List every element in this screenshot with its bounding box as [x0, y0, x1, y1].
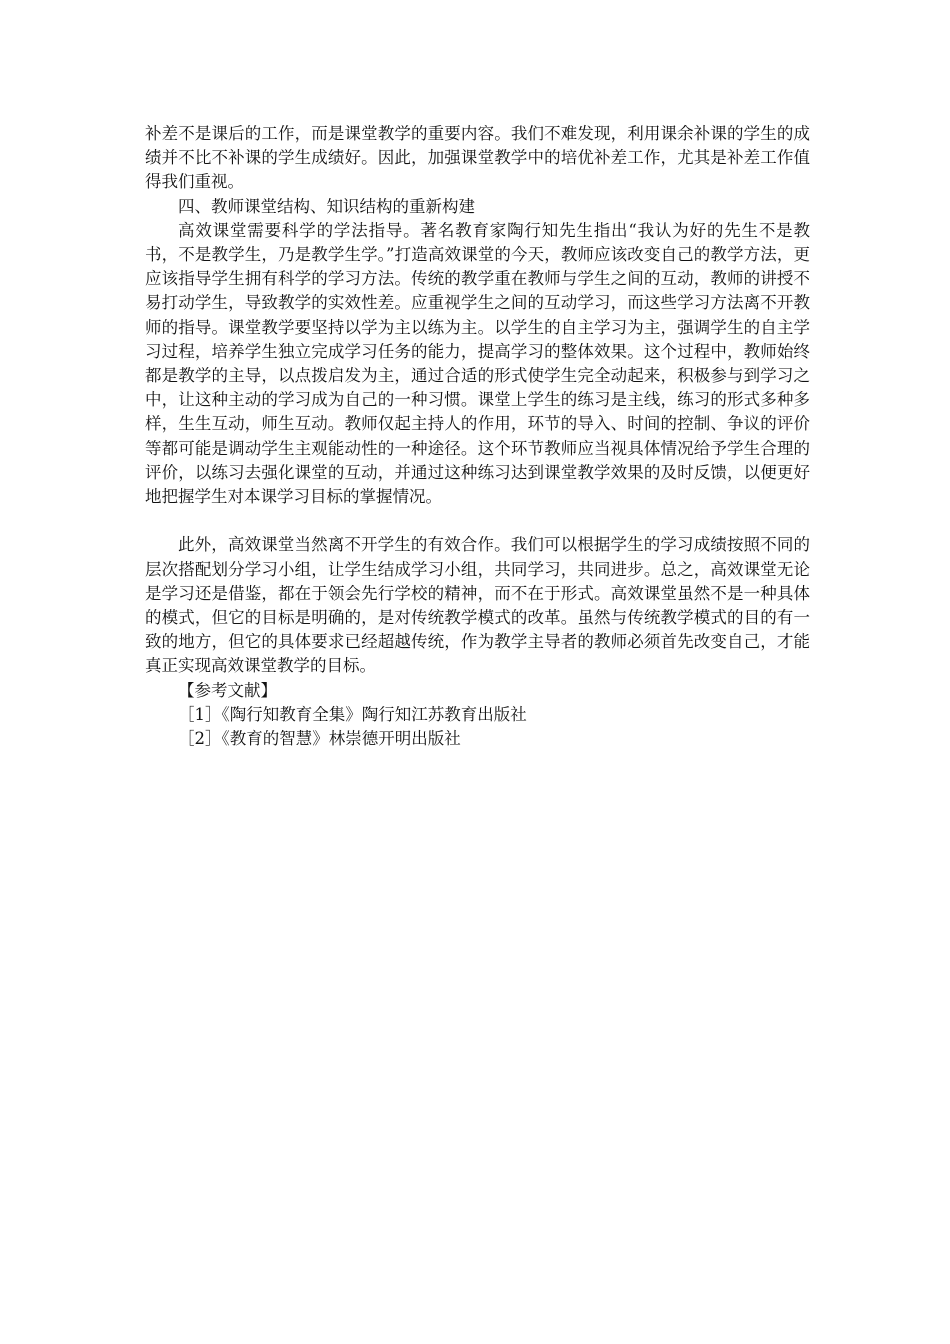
paragraph-supplementary-work: 补差不是课后的工作，而是课堂教学的重要内容。我们不难发现，利用课余补课的学生的成绩并不比不补课的学生成绩好。因此，加强课堂教学中的培优补差工作，尤其是补差工作值得我们重视。: [145, 124, 810, 192]
references-heading: 【参考文献】: [178, 680, 277, 700]
reference-item-1: ［1］《陶行知教育全集》陶行知江苏教育出版社: [178, 704, 527, 724]
paragraph-learning-guidance: 高效课堂需要科学的学法指导。著名教育家陶行知先生指出“我认为好的先生不是教书，不是教学生，乃是教学生学。”打造高效课堂的今天，教师应该改变自己的教学方法，更应该指导学生拥有科学的学习方法。传统的教学重在教师与学生之间的互动，教师的讲授不易打动学生，导致教学的实效性差。应重视学生之间的互动学习，而这些学习方法离不开教师的指导。课堂教学要坚持以学为主以练为主。以学生的自主学习为主，强调学生的自主学习过程，培养学生独立完成学习任务的能力，提高学习的整体效果。这个过程中，教师始终都是教学的主导，以点拨启发为主，通过合适的形式使学生完全动起来，积极参与到学习之中，让这种主动的学习成为自己的一种习惯。课堂上学生的练习是主线，练习的形式多种多样，生生互动，师生互动。教师仅起主持人的作用，环节的导入、时间的控制、争议的评价等都可能是调动学生主观能动性的一种途径。这个环节教师应当视具体情况给予学生合理的评价，以练习去强化课堂的互动，并通过这种练习达到课堂教学效果的及时反馈，以便更好地把握学生对本课学习目标的掌握情况。: [145, 220, 810, 507]
reference-item-2: ［2］《教育的智慧》林崇德开明出版社: [178, 729, 461, 749]
paragraph-spacer: [145, 509, 810, 533]
section-heading-four: 四、教师课堂结构、知识结构的重新构建: [178, 196, 475, 216]
document-page: [145, 122, 810, 751]
paragraph-cooperation: 此外，高效课堂当然离不开学生的有效合作。我们可以根据学生的学习成绩按照不同的层次搭配划分学习小组，让学生结成学习小组，共同学习，共同进步。总之，高效课堂无论是学习还是借鉴，都在于领会先行学校的精神，而不在于形式。高效课堂虽然不是一种具体的模式，但它的目标是明确的，是对传统教学模式的改革。虽然与传统教学模式的目的有一致的地方，但它的具体要求已经超越传统，作为教学主导者的教师必须首先改变自己，才能真正实现高效课堂教学的目标。: [145, 535, 810, 676]
